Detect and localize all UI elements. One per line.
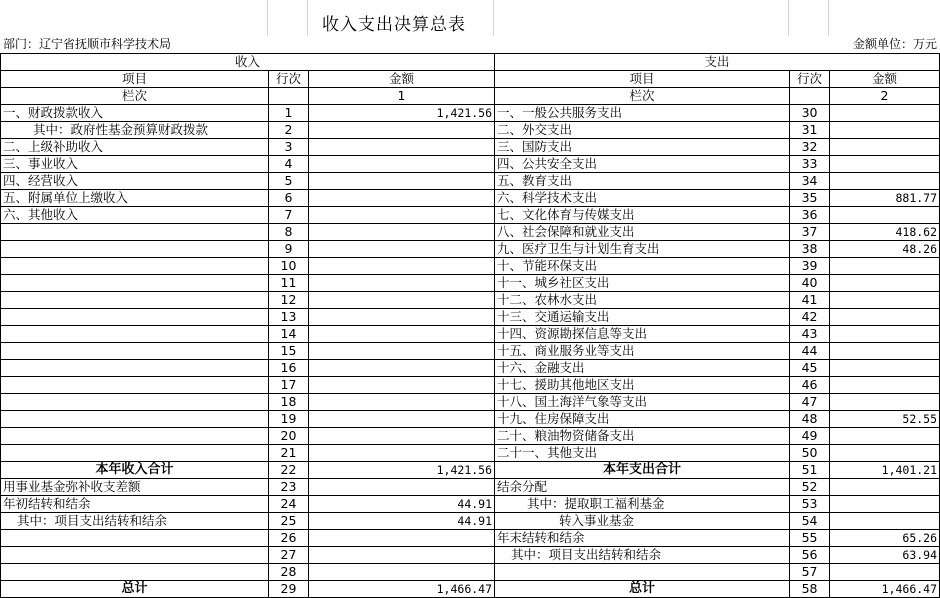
income-item-cell: 二、上级补助收入 bbox=[1, 139, 269, 156]
expense-item-cell bbox=[495, 564, 790, 581]
gridline bbox=[267, 0, 268, 36]
expense-item-cell: 转入事业基金 bbox=[495, 513, 790, 530]
table-row bbox=[1, 173, 940, 190]
income-item-cell: 六、其他收入 bbox=[1, 207, 269, 224]
table-row bbox=[1, 139, 940, 156]
table-row bbox=[1, 513, 940, 530]
income-rowno-cell: 18 bbox=[269, 394, 309, 411]
expense-item-cell: 七、文化体育与传媒支出 bbox=[495, 207, 790, 224]
income-item-cell: 总计 bbox=[1, 581, 269, 598]
expense-item-cell: 二十、粮油物资储备支出 bbox=[495, 428, 790, 445]
income-rowno-cell: 28 bbox=[269, 564, 309, 581]
expense-item-cell: 二十一、其他支出 bbox=[495, 445, 790, 462]
income-rowno-cell: 26 bbox=[269, 530, 309, 547]
table-row bbox=[1, 479, 940, 496]
expense-item-cell: 年末结转和结余 bbox=[495, 530, 790, 547]
expense-amount-cell: 65.26 bbox=[830, 530, 940, 547]
income-item-cell bbox=[1, 292, 269, 309]
expense-item-cell: 十九、住房保障支出 bbox=[495, 411, 790, 428]
income-column-number: 1 bbox=[309, 88, 495, 105]
income-rowno-cell: 9 bbox=[269, 241, 309, 258]
income-item-cell bbox=[1, 309, 269, 326]
expense-rowno-cell: 48 bbox=[790, 411, 830, 428]
expense-amount-cell bbox=[830, 156, 940, 173]
expense-amount-cell bbox=[830, 564, 940, 581]
expense-amount-cell bbox=[830, 173, 940, 190]
table-row bbox=[1, 581, 940, 598]
expense-item-cell: 总计 bbox=[495, 581, 790, 598]
income-item-cell: 一、财政拨款收入 bbox=[1, 105, 269, 122]
expense-amount-cell bbox=[830, 513, 940, 530]
expense-rowno-cell: 45 bbox=[790, 360, 830, 377]
expense-amount-cell: 48.26 bbox=[830, 241, 940, 258]
expense-section-header: 支出 bbox=[495, 54, 940, 71]
column-number-row bbox=[1, 88, 940, 105]
expense-item-cell: 十二、农林水支出 bbox=[495, 292, 790, 309]
expense-item-cell: 本年支出合计 bbox=[495, 462, 790, 479]
expense-rowno-cell: 57 bbox=[790, 564, 830, 581]
income-item-cell bbox=[1, 547, 269, 564]
income-rowno-cell: 10 bbox=[269, 258, 309, 275]
income-rowno-cell: 29 bbox=[269, 581, 309, 598]
income-amount-header: 金额 bbox=[309, 71, 495, 88]
expense-item-cell: 二、外交支出 bbox=[495, 122, 790, 139]
income-amount-cell bbox=[309, 479, 495, 496]
income-amount-cell bbox=[309, 275, 495, 292]
expense-item-cell: 结余分配 bbox=[495, 479, 790, 496]
income-rowno-cell: 27 bbox=[269, 547, 309, 564]
expense-rowno-cell: 37 bbox=[790, 224, 830, 241]
income-item-cell bbox=[1, 360, 269, 377]
income-item-cell bbox=[1, 445, 269, 462]
expense-rowno-cell: 30 bbox=[790, 105, 830, 122]
expense-rowno-cell: 46 bbox=[790, 377, 830, 394]
income-rowno-cell: 6 bbox=[269, 190, 309, 207]
expense-rowno-header: 行次 bbox=[790, 71, 830, 88]
income-amount-cell: 44.91 bbox=[309, 513, 495, 530]
expense-column-number: 2 bbox=[830, 88, 940, 105]
expense-amount-cell bbox=[830, 326, 940, 343]
income-rowno-cell: 19 bbox=[269, 411, 309, 428]
expense-rowno-cell: 43 bbox=[790, 326, 830, 343]
gridline bbox=[828, 0, 829, 36]
table-row bbox=[1, 394, 940, 411]
income-rowno-cell: 17 bbox=[269, 377, 309, 394]
income-rowno-cell: 15 bbox=[269, 343, 309, 360]
expense-amount-cell bbox=[830, 394, 940, 411]
income-column-label: 栏次 bbox=[1, 88, 269, 105]
income-rowno-cell: 5 bbox=[269, 173, 309, 190]
table-row bbox=[1, 275, 940, 292]
income-rowno-cell: 24 bbox=[269, 496, 309, 513]
income-amount-cell bbox=[309, 139, 495, 156]
expense-amount-cell bbox=[830, 122, 940, 139]
expense-item-cell: 十三、交通运输支出 bbox=[495, 309, 790, 326]
expense-item-cell: 九、医疗卫生与计划生育支出 bbox=[495, 241, 790, 258]
income-item-cell bbox=[1, 411, 269, 428]
income-item-cell: 五、附属单位上缴收入 bbox=[1, 190, 269, 207]
expense-amount-cell: 418.62 bbox=[830, 224, 940, 241]
income-amount-cell bbox=[309, 292, 495, 309]
income-rowno-cell: 8 bbox=[269, 224, 309, 241]
income-item-cell bbox=[1, 530, 269, 547]
expense-rowno-cell: 56 bbox=[790, 547, 830, 564]
table-row bbox=[1, 360, 940, 377]
income-amount-cell: 1,421.56 bbox=[309, 462, 495, 479]
expense-rowno-cell: 49 bbox=[790, 428, 830, 445]
expense-amount-cell bbox=[830, 445, 940, 462]
expense-amount-cell bbox=[830, 105, 940, 122]
income-rowno-cell: 25 bbox=[269, 513, 309, 530]
income-rowno-cell: 20 bbox=[269, 428, 309, 445]
expense-amount-header: 金额 bbox=[830, 71, 940, 88]
report-title: 收入支出决算总表 bbox=[322, 15, 466, 35]
expense-amount-cell bbox=[830, 292, 940, 309]
income-rowno-cell: 22 bbox=[269, 462, 309, 479]
table-row bbox=[1, 292, 940, 309]
income-rowno-cell: 16 bbox=[269, 360, 309, 377]
expense-item-cell: 十五、商业服务业等支出 bbox=[495, 343, 790, 360]
income-item-cell bbox=[1, 394, 269, 411]
income-amount-cell bbox=[309, 156, 495, 173]
table-row bbox=[1, 258, 940, 275]
expense-amount-cell bbox=[830, 496, 940, 513]
expense-item-cell: 三、国防支出 bbox=[495, 139, 790, 156]
income-item-cell: 用事业基金弥补收支差额 bbox=[1, 479, 269, 496]
income-rowno-cell: 7 bbox=[269, 207, 309, 224]
income-rowno-cell: 2 bbox=[269, 122, 309, 139]
table-row bbox=[1, 122, 940, 139]
expense-item-cell: 十四、资源勘探信息等支出 bbox=[495, 326, 790, 343]
income-amount-cell bbox=[309, 360, 495, 377]
expense-item-cell: 六、科学技术支出 bbox=[495, 190, 790, 207]
income-amount-cell: 1,466.47 bbox=[309, 581, 495, 598]
income-amount-cell bbox=[309, 190, 495, 207]
income-amount-cell bbox=[309, 428, 495, 445]
income-item-cell: 其中：政府性基金预算财政拨款 bbox=[1, 122, 269, 139]
income-item-cell bbox=[1, 326, 269, 343]
expense-rowno-cell: 34 bbox=[790, 173, 830, 190]
expense-item-cell: 十六、金融支出 bbox=[495, 360, 790, 377]
income-rowno-cell: 13 bbox=[269, 309, 309, 326]
income-rowno-cell: 1 bbox=[269, 105, 309, 122]
income-amount-cell bbox=[309, 326, 495, 343]
income-item-cell bbox=[1, 428, 269, 445]
expense-item-header: 项目 bbox=[495, 71, 790, 88]
gridline bbox=[307, 0, 308, 36]
expense-rowno-cell: 36 bbox=[790, 207, 830, 224]
income-amount-cell bbox=[309, 343, 495, 360]
expense-rowno-cell: 51 bbox=[790, 462, 830, 479]
empty-cell bbox=[790, 88, 830, 105]
table-row bbox=[1, 564, 940, 581]
income-item-cell: 四、经营收入 bbox=[1, 173, 269, 190]
expense-amount-cell: 881.77 bbox=[830, 190, 940, 207]
expense-amount-cell: 1,401.21 bbox=[830, 462, 940, 479]
income-item-cell: 年初结转和结余 bbox=[1, 496, 269, 513]
expense-amount-cell bbox=[830, 343, 940, 360]
expense-amount-cell bbox=[830, 258, 940, 275]
expense-rowno-cell: 58 bbox=[790, 581, 830, 598]
expense-rowno-cell: 52 bbox=[790, 479, 830, 496]
income-rowno-cell: 21 bbox=[269, 445, 309, 462]
income-item-cell bbox=[1, 275, 269, 292]
income-item-cell bbox=[1, 258, 269, 275]
income-item-cell: 三、事业收入 bbox=[1, 156, 269, 173]
income-amount-cell bbox=[309, 547, 495, 564]
expense-rowno-cell: 42 bbox=[790, 309, 830, 326]
expense-amount-cell: 52.55 bbox=[830, 411, 940, 428]
income-rowno-cell: 3 bbox=[269, 139, 309, 156]
income-rowno-cell: 11 bbox=[269, 275, 309, 292]
expense-rowno-cell: 54 bbox=[790, 513, 830, 530]
expense-item-cell: 其中：项目支出结转和结余 bbox=[495, 547, 790, 564]
expense-amount-cell: 63.94 bbox=[830, 547, 940, 564]
expense-rowno-cell: 55 bbox=[790, 530, 830, 547]
income-rowno-cell: 14 bbox=[269, 326, 309, 343]
gridline bbox=[788, 0, 789, 36]
income-rowno-cell: 4 bbox=[269, 156, 309, 173]
expense-rowno-cell: 41 bbox=[790, 292, 830, 309]
unit-label: 金额单位：万元 bbox=[852, 37, 937, 51]
table-row bbox=[1, 326, 940, 343]
budget-table bbox=[0, 53, 940, 598]
income-item-cell bbox=[1, 241, 269, 258]
table-row bbox=[1, 343, 940, 360]
table-row bbox=[1, 411, 940, 428]
income-amount-cell bbox=[309, 224, 495, 241]
income-rowno-cell: 23 bbox=[269, 479, 309, 496]
income-item-cell bbox=[1, 224, 269, 241]
income-item-header: 项目 bbox=[1, 71, 269, 88]
table-row bbox=[1, 547, 940, 564]
income-amount-cell bbox=[309, 207, 495, 224]
expense-amount-cell bbox=[830, 275, 940, 292]
expense-rowno-cell: 33 bbox=[790, 156, 830, 173]
income-amount-cell bbox=[309, 564, 495, 581]
expense-item-cell: 十一、城乡社区支出 bbox=[495, 275, 790, 292]
table-row bbox=[1, 224, 940, 241]
income-section-header: 收入 bbox=[1, 54, 495, 71]
table-row bbox=[1, 428, 940, 445]
income-rowno-header: 行次 bbox=[269, 71, 309, 88]
table-row bbox=[1, 377, 940, 394]
expense-rowno-cell: 40 bbox=[790, 275, 830, 292]
income-amount-cell bbox=[309, 173, 495, 190]
income-amount-cell bbox=[309, 445, 495, 462]
expense-amount-cell bbox=[830, 479, 940, 496]
expense-amount-cell bbox=[830, 377, 940, 394]
table-row bbox=[1, 156, 940, 173]
income-item-cell bbox=[1, 377, 269, 394]
expense-rowno-cell: 38 bbox=[790, 241, 830, 258]
expense-rowno-cell: 35 bbox=[790, 190, 830, 207]
income-amount-cell bbox=[309, 530, 495, 547]
income-item-cell bbox=[1, 564, 269, 581]
table-row bbox=[1, 309, 940, 326]
expense-rowno-cell: 32 bbox=[790, 139, 830, 156]
income-amount-cell: 44.91 bbox=[309, 496, 495, 513]
income-item-cell bbox=[1, 343, 269, 360]
income-amount-cell bbox=[309, 309, 495, 326]
income-item-cell: 本年收入合计 bbox=[1, 462, 269, 479]
expense-item-cell: 其中：提取职工福利基金 bbox=[495, 496, 790, 513]
income-rowno-cell: 12 bbox=[269, 292, 309, 309]
empty-cell bbox=[269, 88, 309, 105]
expense-item-cell: 五、教育支出 bbox=[495, 173, 790, 190]
expense-rowno-cell: 39 bbox=[790, 258, 830, 275]
expense-rowno-cell: 47 bbox=[790, 394, 830, 411]
expense-amount-cell bbox=[830, 139, 940, 156]
column-header-row bbox=[1, 71, 940, 88]
income-amount-cell bbox=[309, 258, 495, 275]
table-row bbox=[1, 190, 940, 207]
table-row bbox=[1, 105, 940, 122]
expense-item-cell: 十七、援助其他地区支出 bbox=[495, 377, 790, 394]
income-amount-cell bbox=[309, 241, 495, 258]
expense-item-cell: 十、节能环保支出 bbox=[495, 258, 790, 275]
table-row bbox=[1, 445, 940, 462]
table-row bbox=[1, 241, 940, 258]
expense-rowno-cell: 44 bbox=[790, 343, 830, 360]
income-amount-cell bbox=[309, 411, 495, 428]
department-label: 部门：辽宁省抚顺市科学技术局 bbox=[3, 37, 172, 51]
expense-column-label: 栏次 bbox=[495, 88, 790, 105]
expense-amount-cell bbox=[830, 207, 940, 224]
gridline bbox=[493, 0, 494, 36]
income-amount-cell bbox=[309, 377, 495, 394]
income-amount-cell bbox=[309, 122, 495, 139]
income-item-cell: 其中：项目支出结转和结余 bbox=[1, 513, 269, 530]
table-row bbox=[1, 496, 940, 513]
expense-amount-cell bbox=[830, 360, 940, 377]
income-amount-cell: 1,421.56 bbox=[309, 105, 495, 122]
expense-rowno-cell: 31 bbox=[790, 122, 830, 139]
table-row bbox=[1, 462, 940, 479]
expense-item-cell: 一、一般公共服务支出 bbox=[495, 105, 790, 122]
expense-amount-cell bbox=[830, 428, 940, 445]
expense-rowno-cell: 53 bbox=[790, 496, 830, 513]
expense-amount-cell bbox=[830, 309, 940, 326]
expense-amount-cell: 1,466.47 bbox=[830, 581, 940, 598]
title-row bbox=[0, 0, 940, 36]
expense-rowno-cell: 50 bbox=[790, 445, 830, 462]
table-row bbox=[1, 207, 940, 224]
expense-item-cell: 八、社会保障和就业支出 bbox=[495, 224, 790, 241]
income-amount-cell bbox=[309, 394, 495, 411]
section-header-row bbox=[1, 54, 940, 71]
expense-item-cell: 十八、国土海洋气象等支出 bbox=[495, 394, 790, 411]
table-row bbox=[1, 530, 940, 547]
expense-item-cell: 四、公共安全支出 bbox=[495, 156, 790, 173]
